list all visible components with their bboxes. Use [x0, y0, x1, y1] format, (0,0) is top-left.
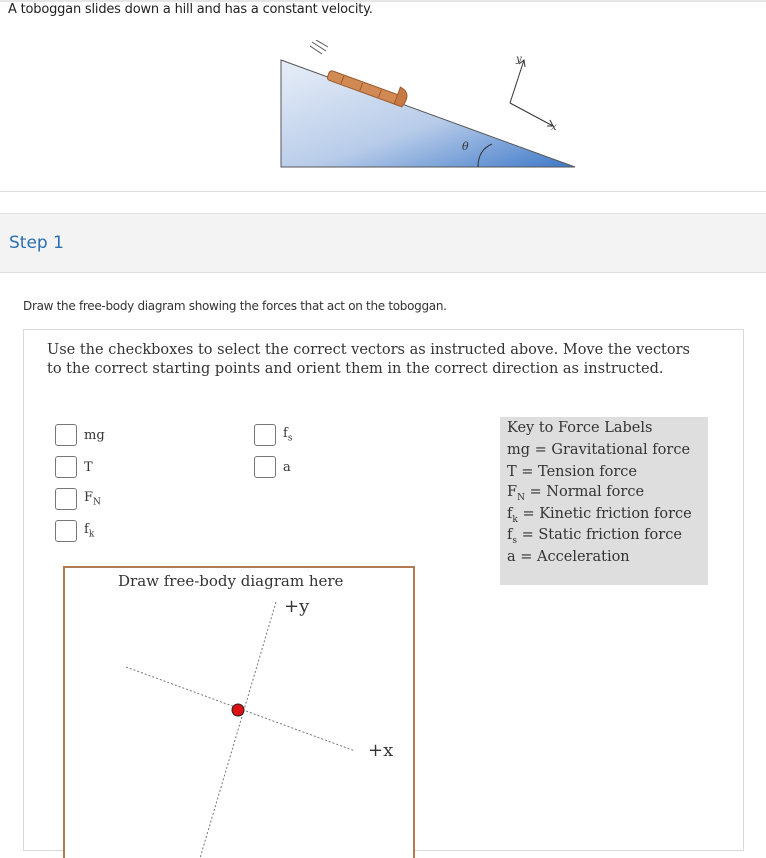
- vector-a[interactable]: [254, 456, 291, 478]
- vector-label: $f_k$: [84, 522, 95, 540]
- panel-instructions: Use the checkboxes to select the correct vectors as instructed above. Move the vectors to the correct starting points and orient them in the correct direction as instructed.: [47, 342, 690, 377]
- vector-label: mg: [84, 427, 105, 443]
- checkbox-mg[interactable]: [55, 424, 77, 446]
- key-entry: $f_k$ = Kinetic friction force: [507, 506, 692, 525]
- force-key: [500, 417, 708, 585]
- x-axis-label: x: [551, 122, 557, 133]
- checkbox-fk[interactable]: [55, 520, 77, 542]
- fbd-canvas[interactable]: [63, 566, 415, 858]
- key-entry: mg = Gravitational force: [507, 442, 691, 458]
- key-entry: $f_s$ = Static friction force: [507, 527, 682, 546]
- key-entry: a = Acceleration: [507, 549, 630, 565]
- vector-label: $F_N$: [84, 490, 101, 508]
- fbd-axes: [65, 568, 413, 858]
- vector-fs[interactable]: [254, 424, 292, 446]
- y-axis-line: [200, 602, 276, 858]
- step-instruction: Draw the free-body diagram showing the forces that act on the toboggan.: [23, 299, 447, 313]
- vector-label: T: [84, 459, 93, 475]
- angle-label: θ: [462, 140, 469, 153]
- vector-T[interactable]: [55, 456, 93, 478]
- checkbox-FN[interactable]: [55, 488, 77, 510]
- fbd-y-label: +y: [284, 596, 310, 617]
- vector-FN[interactable]: [55, 488, 101, 510]
- checkbox-fs[interactable]: [254, 424, 276, 446]
- motion-lines-icon: [310, 40, 328, 54]
- toboggan-hill-figure: [270, 40, 590, 175]
- fbd-title: Draw free-body diagram here: [118, 572, 344, 590]
- step-header: [0, 213, 766, 273]
- origin-point[interactable]: [232, 704, 244, 716]
- vector-label: $f_s$: [283, 426, 293, 444]
- axes-icon: [510, 60, 553, 126]
- key-entry: $F_N$ = Normal force: [507, 484, 645, 503]
- vector-mg[interactable]: [55, 424, 105, 446]
- vector-label: a: [283, 459, 291, 475]
- fbd-x-label: +x: [368, 740, 394, 761]
- key-title: Key to Force Labels: [507, 420, 653, 436]
- key-entry: T = Tension force: [507, 464, 637, 480]
- fbd-panel: [23, 329, 744, 851]
- section-divider: [0, 191, 766, 192]
- y-axis-label: y: [516, 54, 522, 65]
- hill-incline: [281, 60, 575, 167]
- vector-fk[interactable]: [55, 520, 94, 542]
- checkbox-T[interactable]: [55, 456, 77, 478]
- step-title: Step 1: [9, 233, 64, 253]
- problem-statement: A toboggan slides down a hill and has a constant velocity.: [8, 2, 373, 17]
- checkbox-a[interactable]: [254, 456, 276, 478]
